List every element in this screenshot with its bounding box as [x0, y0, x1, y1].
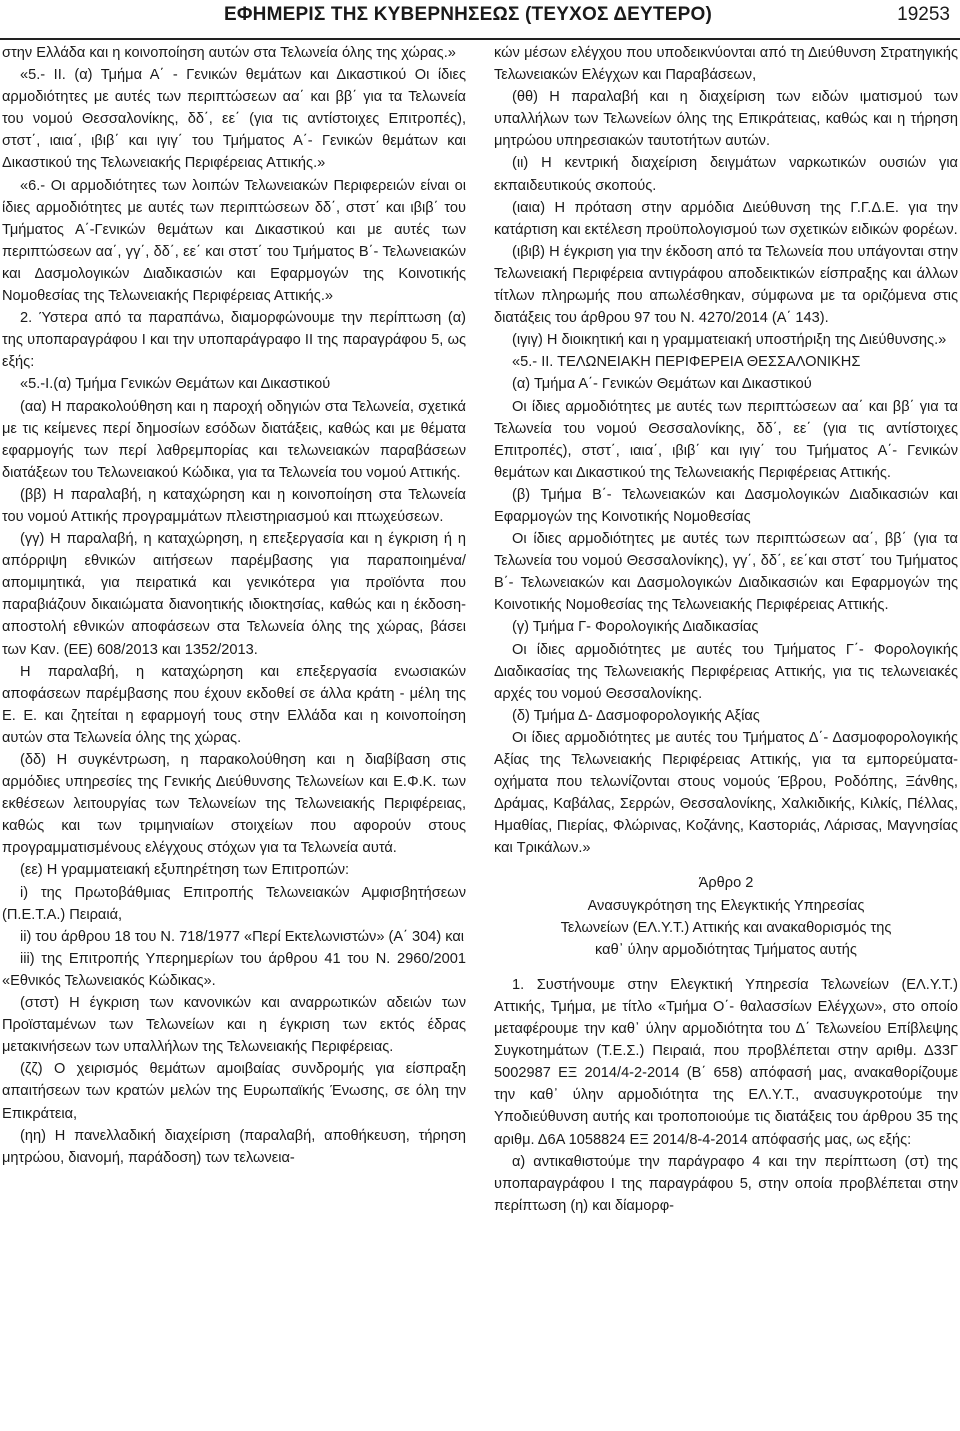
paragraph: Οι ίδιες αρμοδιότητες με αυτές του Τμήματος Γ΄- Φορολογικής Διαδικασίας της Τελωνειακής Περιφέρειας Αττικής, για τις τελωνειακές αρχές του νομού Θεσσαλονίκης. — [494, 641, 958, 702]
spacer — [494, 859, 958, 872]
paragraph: (β) Τμήμα Β΄- Τελωνειακών και Δασμολογικών Διαδικασιών και Εφαρμογών της Κοινοτικής Νομοθεσίας — [494, 486, 958, 525]
paragraph: Η παραλαβή, η καταχώρηση και επεξεργασία ενωσιακών αποφάσεων παρέμβασης που έχουν εκδοθεί σε άλλα κράτη - μέλη της Ε. Ε. και ζητείται η εφαρμογή τους στην Ελλάδα και η κοινοποίηση αυτών στα Τελωνεία όλης της χώρας. — [2, 663, 466, 746]
paragraph: α) αντικαθιστούμε την παράγραφο 4 και την περίπτωση (στ) της υποπαραγράφου Ι της παραγράφου 5, στην οποία προβλέπεται στην περίπτωση (η) και δίαμορφ- — [494, 1153, 958, 1214]
paragraph: (στστ) Η έγκριση των κανονικών και αναρρωτικών αδειών των Προϊσταμένων των Τελωνείων και η έγκριση των εκτός έδρας μετακινήσεων των υπαλλήλων της Τελωνειακής Περιφέρειας. — [2, 995, 466, 1056]
paragraph: κών μέσων ελέγχου που υποδεικνύονται από τη Διεύθυνση Στρατηγικής Τελωνειακών Ελέγχων και Παραβάσεων, — [494, 45, 958, 84]
left-column — [2, 42, 466, 1169]
paragraph: (γ) Τμήμα Γ- Φορολογικής Διαδικασίας — [512, 619, 759, 636]
article-title-line: Ανασυγκρότηση της Ελεγκτικής Υπηρεσίας — [587, 897, 865, 914]
paragraph: Οι ίδιες αρμοδιότητες με αυτές του Τμήματος Δ΄- Δασμοφορολογικής Αξίας της Τελωνειακής Περιφέρειας Αττικής, για τα εμπορεύματα-οχήματα που τελωνίζονται στους νομούς Έβρου, Ροδόπης, Ξάνθης, Δράμας, Καβάλας, Σερρών, Θεσσαλονίκης, Χαλκιδικής, Κιλκίς, Πέλλας, Ημαθίας, Πιερίας, Φλώρινας, Κοζάνης, Καστοριάς, Λάρισας, Μαγνησίας και Τρικάλων.» — [494, 729, 958, 857]
paragraph: (αα) Η παρακολούθηση και η παροχή οδηγιών στα Τελωνεία, σχετικά με τις κείμενες περί δημοσίων εσόδων διατάξεις, καθώς και με θέματα εφαρμογής των περί λαθρεμπορίας και τελωνειακών παραβάσεων διατάξεων του Τελωνειακού Κώδικα, για τα Τελωνεία του νομού Αττικής. — [2, 398, 466, 481]
paragraph: 2. Ύστερα από τα παραπάνω, διαμορφώνουμε την περίπτωση (α) της υποπαραγράφου Ι και την υποπαράγραφο ΙΙ της παραγράφου 5, ως εξής: — [2, 310, 466, 371]
article-title-line: καθ᾽ ύλην αρμοδιότητας Τμήματος αυτής — [595, 941, 857, 958]
paragraph: «6.- Οι αρμοδιότητες των λοιπών Τελωνειακών Περιφερειών είναι οι ίδιες αρμοδιότητες με αυτές των περιπτώσεων δδ΄, στστ΄ και ιβιβ΄ του Τμήματος Α΄-Γενικών θεμάτων και Δικαστικού και με αυτές των περιπτώσεων αα΄, γγ΄, δδ΄, εε΄ και στστ΄ του Τμήματος Β΄- Τελωνειακών και Δασμολογικών Διαδικασιών και Εφαρμογών της Κοινοτικής Νομοθεσίας της Τελωνειακής Περιφέρειας Αττικής.» — [2, 177, 466, 305]
paragraph: (ιι) Η κεντρική διαχείριση δειγμάτων ναρκωτικών ουσιών για εκπαιδευτικούς σκοπούς. — [494, 155, 958, 194]
paragraph: (θθ) Η παραλαβή και η διαχείριση των ειδών ιματισμού των υπαλλήλων των Τελωνείων όλης της Επικράτειας, καθώς και η τήρηση μητρώου υπηρεσιακών ταυτοτήτων αυτών. — [494, 89, 958, 150]
page-header — [0, 0, 960, 40]
paragraph: Οι ίδιες αρμοδιότητες με αυτές των περιπτώσεων αα΄, ββ΄ (για τα Τελωνεία του νομού Θεσσαλονίκης), γγ΄, δδ΄, εε΄και στστ΄ του Τμήματος Β΄- Τελωνειακών και Δασμολογικών Διαδικασιών και Εφαρμογών της Κοινοτικής Νομοθεσίας της Τελωνειακής Περιφέρειας Αττικής. — [494, 531, 958, 614]
paragraph: (ζζ) Ο χειρισμός θεμάτων αμοιβαίας συνδρομής για είσπραξη απαιτήσεων των κρατών μελών της Ευρωπαϊκής Ένωσης, σε όλη την Επικράτεια, — [2, 1061, 466, 1122]
paragraph: (δδ) Η συγκέντρωση, η παρακολούθηση και η διαβίβαση στις αρμόδιες υπηρεσίες της Γενικής Διεύθυνσης Τελωνείων και Ε.Φ.Κ. των εκθέσεων λειτουργίας των Τελωνείων της Τελωνειακής Περιφέρειας, καθώς και των τριμηνιαίων στοιχείων που αφορούν στους προγραμματισμένους ελέγχους στόχων για τα Τελωνεία αυτά. — [2, 752, 466, 857]
paragraph: (δ) Τμήμα Δ- Δασμοφορολογικής Αξίας — [512, 707, 760, 724]
paragraph: (α) Τμήμα Α΄- Γενικών Θεμάτων και Δικαστικού — [512, 376, 812, 393]
paragraph: (ιβιβ) Η έγκριση για την έκδοση από τα Τελωνεία που υπάγονται στην Τελωνειακή Περιφέρεια αντιγράφου αποδεικτικών είσπραξης και άλλων τίτλων πληρωμής που απωλέσθηκαν, σύμφωνα με τα οριζόμενα στις διατάξεις του άρθρου 97 του Ν. 4270/2014 (Α΄ 143). — [494, 243, 958, 327]
paragraph: «5.- ΙΙ. (α) Τμήμα Α΄ - Γενικών θεμάτων και Δικαστικού Οι ίδιες αρμοδιότητες με αυτές των περιπτώσεων αα΄ και ββ΄ για τα Τελωνεία του νομού Θεσσαλονίκης, δδ΄, εε΄ (για τις αντίστοιχες Επιτροπές), στστ΄, ιαια΄, ιβιβ΄ και ιγιγ΄ του Τμήματος Α΄- Γενικών θεμάτων και Δικαστικού της Τελωνειακής Περιφέρειας Αττικής.» — [2, 67, 466, 172]
gazette-title: ΕΦΗΜΕΡΙΣ ΤΗΣ ΚΥΒΕΡΝΗΣΕΩΣ (ΤΕΥΧΟΣ ΔΕΥΤΕΡΟ) — [224, 4, 712, 25]
page-number: 19253 — [897, 4, 950, 25]
right-column — [494, 42, 958, 1217]
paragraph: i) της Πρωτοβάθμιας Επιτροπής Τελωνειακών Αμφισβητήσεων (Π.Ε.Τ.Α.) Πειραιά, — [2, 884, 466, 923]
paragraph: ii) του άρθρου 18 του Ν. 718/1977 «Περί Εκτελωνιστών» (Α΄ 304) και — [20, 928, 465, 945]
paragraph: (γγ) Η παραλαβή, η καταχώρηση, η επεξεργασία και η έγκριση ή η απόρριψη εθνικών αιτήσεων παρέμβασης για παραποιημένα/απομιμητικά, για πειρατικά και γενικότερα για προϊόντα που παραβιάζουν δικαιώματα διανοητικής ιδιοκτησίας, καθώς και η έκδοση-αποστολή εθνικών αποφάσεων στα Τελωνεία όλης της χώρας, βάσει των Καν. (ΕΕ) 608/2013 και 1352/2013. — [2, 531, 466, 658]
paragraph: στην Ελλάδα και η κοινοποίηση αυτών στα Τελωνεία όλης της χώρας.» — [2, 45, 456, 61]
paragraph: iii) της Επιτροπής Υπερημερίων του άρθρου 41 του Ν. 2960/2001 «Εθνικός Τελωνειακός Κώδικας». — [2, 950, 466, 989]
section-heading: «5.- ΙΙ. ΤΕΛΩΝΕΙΑΚΗ ΠΕΡΙΦΕΡΕΙΑ ΘΕΣΣΑΛΟΝΙΚΗΣ — [512, 354, 861, 371]
paragraph: (ιαια) Η πρόταση στην αρμόδια Διεύθυνση της Γ.Γ.Δ.Ε. για την κατάρτιση και εκτέλεση προϋπολογισμού των σχετικών ειδικών φορέων. — [494, 199, 958, 238]
article-title-line: Τελωνείων (ΕΛ.Υ.Τ.) Αττικής και ανακαθορισμός της — [560, 919, 892, 936]
paragraph: (ββ) Η παραλαβή, η καταχώρηση και η κοινοποίηση στα Τελωνεία του νομού Αττικής προγραμμάτων πλειστηριασμού και πτωχεύσεων. — [2, 486, 466, 525]
article-number: Άρθρο 2 — [698, 875, 754, 892]
paragraph: «5.-Ι.(α) Τμήμα Γενικών Θεμάτων και Δικαστικού — [20, 376, 331, 393]
spacer — [494, 961, 958, 974]
paragraph: (εε) Η γραμματειακή εξυπηρέτηση των Επιτροπών: — [20, 862, 350, 879]
paragraph: Οι ίδιες αρμοδιότητες με αυτές των περιπτώσεων αα΄ και ββ΄ για τα Τελωνεία του νομού Θεσσαλονίκης, δδ΄, εε΄ (για τις αντίστοιχες Επιτροπές), στστ΄, ιαια΄, ιβιβ΄ και ιγιγ΄ του Τμήματος Α΄- Γενικών θεμάτων και Δικαστικού της Τελωνειακής Περιφέρειας Αττικής. — [494, 398, 958, 481]
paragraph: (ιγιγ) Η διοικητική και η γραμματειακή υποστήριξη της Διεύθυνσης.» — [512, 332, 947, 349]
paragraph: 1. Συστήνουμε στην Ελεγκτική Υπηρεσία Τελωνείων (ΕΛ.Υ.Τ.) Αττικής, Τμήμα, με τίτλο «Τμήμα Ο΄- θαλασσίων Ελέγχων», στο οποίο μεταφέρουμε την καθ᾽ ύλην αρμοδιότητα του Δ΄ Τελωνείου Επίβλεψης Συγκοτημάτων (Τ.Ε.Σ.) Πειραιά, που προβλέπεται στην αριθμ. Δ33Γ 5002987 ΕΞ 2014/4-2-2014 (Β΄ 658) απόφασή μας, ανακαθορίζουμε την καθ᾽ ύλην αρμοδιότητα της ΕΛ.Υ.Τ., ανασυγκροτούμε την Υποδιεύθυνση αυτής και τροποποιούμε τις διατάξεις του άρθρου 35 της αριθμ. Δ6Α 1058824 ΕΞ 2014/8-4-2014 απόφασής μας, ως εξής: — [494, 976, 958, 1148]
paragraph: (ηη) Η πανελλαδική διαχείριση (παραλαβή, αποθήκευση, τήρηση μητρώου, διανομή, παράδοση) των τελωνεια- — [2, 1127, 466, 1166]
